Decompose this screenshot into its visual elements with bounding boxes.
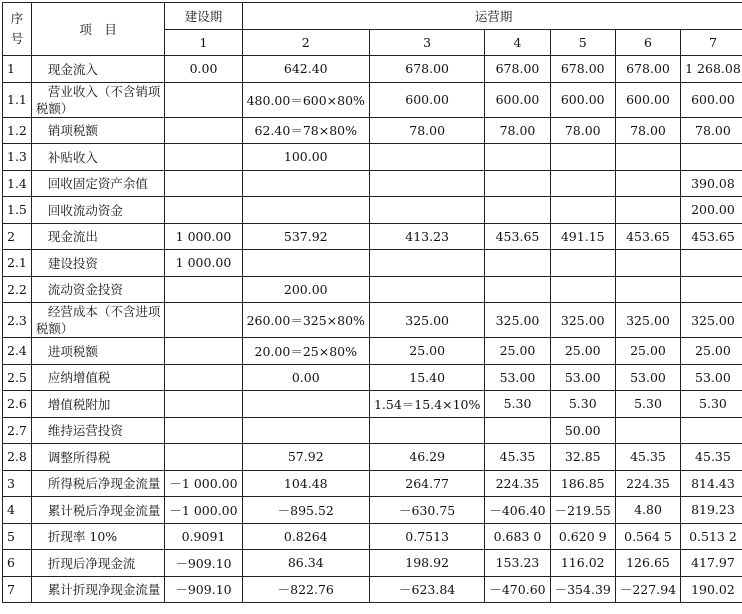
row-item-label: [31, 576, 165, 603]
cell-year-3: 198.92: [369, 550, 484, 577]
cell-year-6: 453.65: [615, 223, 680, 250]
cell-year-3: －623.84: [369, 576, 484, 603]
cell-year-4: 153.23: [485, 550, 550, 577]
cell-year-7: [681, 417, 742, 444]
cell-year-3: 46.29: [369, 444, 484, 471]
row-item-label: [31, 550, 165, 577]
cell-year-6: 600.00: [615, 82, 680, 117]
row-item-label: [31, 470, 165, 497]
header-operation: 运营期: [242, 3, 742, 30]
row-number: 2.2: [3, 276, 32, 303]
table-row: [3, 470, 742, 497]
row-item-text: 累计税后净现金流量: [47, 502, 161, 518]
cell-year-2: 104.48: [242, 470, 369, 497]
cell-year-4: [485, 197, 550, 224]
cash-flow-table: [2, 2, 742, 603]
row-item-text: 折现后净现金流: [47, 555, 136, 571]
cell-year-5: 678.00: [550, 56, 615, 83]
cell-year-2: 537.92: [242, 223, 369, 250]
cell-year-7: [681, 144, 742, 171]
cell-year-7: 25.00: [681, 338, 742, 365]
row-item-text: 增值税附加: [47, 396, 111, 412]
row-item-label: [31, 391, 165, 418]
table-row: [3, 276, 742, 303]
cell-year-7: 190.02: [681, 576, 742, 603]
row-number: 2.5: [3, 364, 32, 391]
cell-year-5: 325.00: [550, 303, 615, 338]
cell-year-4: [485, 144, 550, 171]
cell-year-7: 0.513 2: [681, 523, 742, 550]
table-row: [3, 497, 742, 524]
cell-year-5: 5.30: [550, 391, 615, 418]
row-item-label: [31, 417, 165, 444]
cell-year-1: 1 000.00: [165, 223, 242, 250]
cell-year-2: 0.8264: [242, 523, 369, 550]
cell-year-7: 814.43: [681, 470, 742, 497]
cell-year-2: 480.00＝600×80%: [242, 82, 369, 117]
cell-year-3: 15.40: [369, 364, 484, 391]
cell-year-7: 453.65: [681, 223, 742, 250]
row-item-label: [31, 497, 165, 524]
row-number: 1: [3, 56, 32, 83]
cell-year-1: －1 000.00: [165, 497, 242, 524]
cell-year-1: 0.9091: [165, 523, 242, 550]
cell-year-2: 0.00: [242, 364, 369, 391]
row-item-text: 流动资金投资: [47, 282, 123, 298]
row-item-label: [31, 144, 165, 171]
cell-year-4: 224.35: [485, 470, 550, 497]
cell-year-1: [165, 364, 242, 391]
cell-year-6: 0.564 5: [615, 523, 680, 550]
cell-year-7: 325.00: [681, 303, 742, 338]
cell-year-3: [369, 276, 484, 303]
cell-year-6: －227.94: [615, 576, 680, 603]
cell-year-6: 5.30: [615, 391, 680, 418]
cell-year-1: [165, 444, 242, 471]
cell-year-3: 678.00: [369, 56, 484, 83]
row-number: 3: [3, 470, 32, 497]
cell-year-6: 25.00: [615, 338, 680, 365]
cell-year-2: [242, 250, 369, 277]
row-item-text: 折现率 10%: [47, 529, 118, 545]
row-item-text: 维持运营投资: [47, 423, 123, 439]
cell-year-5: 25.00: [550, 338, 615, 365]
cell-year-2: [242, 170, 369, 197]
cell-year-5: 53.00: [550, 364, 615, 391]
row-number: 1.5: [3, 197, 32, 224]
table-body: [3, 56, 742, 603]
row-item-text: 补贴收入: [47, 149, 98, 165]
header-year: 6: [615, 29, 680, 56]
table-row: [3, 364, 742, 391]
cell-year-1: －909.10: [165, 550, 242, 577]
cell-year-5: －219.55: [550, 497, 615, 524]
cell-year-4: [485, 250, 550, 277]
cell-year-4: 678.00: [485, 56, 550, 83]
cell-year-1: [165, 82, 242, 117]
cell-year-3: 78.00: [369, 117, 484, 144]
cell-year-7: [681, 276, 742, 303]
cell-year-3: 600.00: [369, 82, 484, 117]
cell-year-7: 200.00: [681, 197, 742, 224]
cell-year-6: 678.00: [615, 56, 680, 83]
row-number: 6: [3, 550, 32, 577]
table-row: [3, 576, 742, 603]
cell-year-2: 57.92: [242, 444, 369, 471]
cell-year-2: [242, 391, 369, 418]
cell-year-3: [369, 197, 484, 224]
cell-year-4: 78.00: [485, 117, 550, 144]
cell-year-5: 0.620 9: [550, 523, 615, 550]
cell-year-3: －630.75: [369, 497, 484, 524]
cell-year-4: [485, 417, 550, 444]
cell-year-5: [550, 170, 615, 197]
row-item-text: 经营成本（不含进项税额）: [35, 304, 161, 336]
cell-year-2: －895.52: [242, 497, 369, 524]
cell-year-6: [615, 197, 680, 224]
cell-year-6: [615, 250, 680, 277]
cell-year-5: [550, 276, 615, 303]
cell-year-5: 50.00: [550, 417, 615, 444]
row-item-text: 现金流出: [47, 229, 98, 245]
cell-year-1: [165, 391, 242, 418]
cell-year-6: 4.80: [615, 497, 680, 524]
cell-year-3: 0.7513: [369, 523, 484, 550]
row-number: 2: [3, 223, 32, 250]
row-item-label: [31, 223, 165, 250]
row-number: 2.4: [3, 338, 32, 365]
row-number: 5: [3, 523, 32, 550]
header-item: 项 目: [31, 3, 165, 56]
header-construction: 建设期: [165, 3, 242, 30]
cell-year-3: 25.00: [369, 338, 484, 365]
cell-year-5: [550, 250, 615, 277]
row-number: 2.8: [3, 444, 32, 471]
row-item-label: [31, 56, 165, 83]
cell-year-4: －406.40: [485, 497, 550, 524]
cell-year-7: 600.00: [681, 82, 742, 117]
cell-year-6: 78.00: [615, 117, 680, 144]
row-item-text: 累计折现净现金流量: [47, 582, 161, 598]
header-year: 5: [550, 29, 615, 56]
cell-year-1: [165, 303, 242, 338]
table-row: [3, 303, 742, 338]
cell-year-1: 0.00: [165, 56, 242, 83]
table-row: [3, 523, 742, 550]
cell-year-5: 186.85: [550, 470, 615, 497]
row-item-label: [31, 444, 165, 471]
cell-year-6: 126.65: [615, 550, 680, 577]
row-item-label: [31, 197, 165, 224]
row-item-text: 销项税额: [47, 123, 98, 139]
cell-year-2: 260.00＝325×80%: [242, 303, 369, 338]
cell-year-4: 5.30: [485, 391, 550, 418]
row-item-text: 现金流入: [47, 61, 98, 77]
header-no: 序 号: [3, 3, 32, 56]
table-header: [3, 3, 742, 56]
row-item-text: 营业收入（不含销项税额）: [35, 83, 161, 116]
row-item-label: [31, 82, 165, 117]
table-row: [3, 56, 742, 83]
row-item-label: [31, 303, 165, 338]
row-number: 2.1: [3, 250, 32, 277]
header-year: 4: [485, 29, 550, 56]
cell-year-4: 45.35: [485, 444, 550, 471]
cell-year-6: 45.35: [615, 444, 680, 471]
row-number: 1.3: [3, 144, 32, 171]
table-row: [3, 197, 742, 224]
cell-year-3: 325.00: [369, 303, 484, 338]
header-year: 3: [369, 29, 484, 56]
row-number: 1.1: [3, 82, 32, 117]
cell-year-7: [681, 250, 742, 277]
row-item-label: [31, 338, 165, 365]
row-number: 2.3: [3, 303, 32, 338]
cell-year-7: 1 268.08: [681, 56, 742, 83]
cell-year-5: 32.85: [550, 444, 615, 471]
cell-year-1: [165, 144, 242, 171]
cell-year-5: 78.00: [550, 117, 615, 144]
cell-year-6: 53.00: [615, 364, 680, 391]
cell-year-4: 25.00: [485, 338, 550, 365]
table-row: [3, 82, 742, 117]
cell-year-4: 325.00: [485, 303, 550, 338]
cell-year-6: 325.00: [615, 303, 680, 338]
row-item-label: [31, 523, 165, 550]
cell-year-1: [165, 197, 242, 224]
table-row: [3, 417, 742, 444]
cell-year-7: 53.00: [681, 364, 742, 391]
header-year: 1: [165, 29, 242, 56]
cell-year-5: 600.00: [550, 82, 615, 117]
row-number: 1.4: [3, 170, 32, 197]
cell-year-1: [165, 117, 242, 144]
row-number: 4: [3, 497, 32, 524]
cell-year-3: 413.23: [369, 223, 484, 250]
cell-year-7: 45.35: [681, 444, 742, 471]
cell-year-2: 62.40＝78×80%: [242, 117, 369, 144]
cell-year-6: [615, 417, 680, 444]
row-item-text: 建设投资: [47, 255, 98, 271]
row-item-text: 回收流动资金: [47, 202, 123, 218]
cell-year-7: 390.08: [681, 170, 742, 197]
cell-year-4: 600.00: [485, 82, 550, 117]
cell-year-5: [550, 144, 615, 171]
row-item-label: [31, 117, 165, 144]
cell-year-3: [369, 170, 484, 197]
cell-year-7: 5.30: [681, 391, 742, 418]
row-number: 7: [3, 576, 32, 603]
cell-year-2: 86.34: [242, 550, 369, 577]
cell-year-4: 0.683 0: [485, 523, 550, 550]
cell-year-3: [369, 250, 484, 277]
cell-year-5: 116.02: [550, 550, 615, 577]
cell-year-7: 78.00: [681, 117, 742, 144]
header-year: 7: [681, 29, 742, 56]
row-item-text: 应纳增值税: [47, 370, 111, 386]
table-row: [3, 223, 742, 250]
row-number: 2.6: [3, 391, 32, 418]
cell-year-4: [485, 276, 550, 303]
row-item-label: [31, 276, 165, 303]
header-year: 2: [242, 29, 369, 56]
cell-year-4: 453.65: [485, 223, 550, 250]
cell-year-5: 491.15: [550, 223, 615, 250]
cell-year-3: [369, 417, 484, 444]
row-item-text: 回收固定资产余值: [47, 176, 148, 192]
row-item-label: [31, 364, 165, 391]
cell-year-1: 1 000.00: [165, 250, 242, 277]
table-row: [3, 144, 742, 171]
row-item-text: 所得税后净现金流量: [47, 476, 161, 492]
cell-year-1: －909.10: [165, 576, 242, 603]
cell-year-1: [165, 338, 242, 365]
table-row: [3, 391, 742, 418]
cell-year-1: [165, 276, 242, 303]
row-item-label: [31, 250, 165, 277]
cell-year-4: －470.60: [485, 576, 550, 603]
cell-year-2: 20.00＝25×80%: [242, 338, 369, 365]
cell-year-2: 200.00: [242, 276, 369, 303]
cell-year-2: －822.76: [242, 576, 369, 603]
cell-year-1: [165, 170, 242, 197]
cell-year-7: 417.97: [681, 550, 742, 577]
table-row: [3, 550, 742, 577]
table-row: [3, 338, 742, 365]
cell-year-2: [242, 197, 369, 224]
cell-year-1: [165, 417, 242, 444]
cell-year-5: －354.39: [550, 576, 615, 603]
row-item-text: 进项税额: [47, 343, 98, 359]
cell-year-6: [615, 276, 680, 303]
cell-year-1: －1 000.00: [165, 470, 242, 497]
row-number: 1.2: [3, 117, 32, 144]
table-row: [3, 170, 742, 197]
row-number: 2.7: [3, 417, 32, 444]
cell-year-2: [242, 417, 369, 444]
cell-year-2: 100.00: [242, 144, 369, 171]
cell-year-3: [369, 144, 484, 171]
cell-year-3: 1.54＝15.4×10%: [369, 391, 484, 418]
cell-year-3: 264.77: [369, 470, 484, 497]
cell-year-4: [485, 170, 550, 197]
cell-year-7: 819.23: [681, 497, 742, 524]
table-row: [3, 444, 742, 471]
table-row: [3, 117, 742, 144]
table-row: [3, 250, 742, 277]
cell-year-5: [550, 197, 615, 224]
cell-year-4: 53.00: [485, 364, 550, 391]
cell-year-6: 224.35: [615, 470, 680, 497]
row-item-text: 调整所得税: [47, 449, 111, 465]
cell-year-6: [615, 170, 680, 197]
row-item-label: [31, 170, 165, 197]
cell-year-6: [615, 144, 680, 171]
cell-year-2: 642.40: [242, 56, 369, 83]
